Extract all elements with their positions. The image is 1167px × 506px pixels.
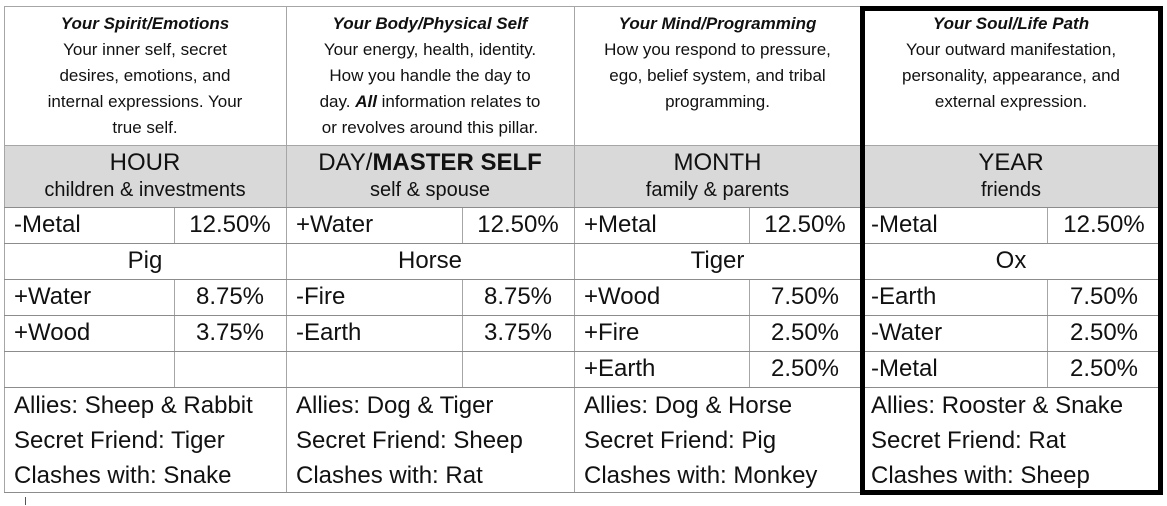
pillar-sub: family & parents xyxy=(645,179,790,201)
hidden-percent: 8.75% xyxy=(483,283,553,310)
stem-percent: 12.50% xyxy=(189,211,271,238)
clashes-text: Clashes with: Snake xyxy=(14,462,232,489)
spirit-header xyxy=(4,6,286,145)
grid-line xyxy=(4,243,1161,244)
header-line: desires, emotions, and xyxy=(59,66,231,85)
header-line-pre: day. xyxy=(319,92,356,111)
header-line: true self. xyxy=(112,118,178,137)
pillar-sub: self & spouse xyxy=(369,179,491,201)
hidden-element: -Metal xyxy=(871,355,938,382)
hidden-element xyxy=(4,351,174,387)
grid-line xyxy=(861,6,862,493)
animal-sign: Horse xyxy=(397,247,463,274)
hidden-element: -Water xyxy=(871,319,943,346)
grid-line xyxy=(749,207,750,243)
grid-line xyxy=(574,6,575,493)
header-line: external expression. xyxy=(934,92,1088,111)
hidden-percent: 3.75% xyxy=(195,319,265,346)
animal-sign: Ox xyxy=(995,247,1027,274)
pillar-hour xyxy=(4,145,286,207)
header-title: Your Body/Physical Self xyxy=(332,14,528,33)
pillar-name: MONTH xyxy=(673,149,762,176)
pillar-name-pre: DAY/ xyxy=(318,149,373,176)
header-line: How you respond to pressure, xyxy=(604,40,831,59)
grid-line xyxy=(1047,279,1048,387)
stem-element: -Metal xyxy=(871,211,938,238)
hidden-element: +Water xyxy=(14,283,92,310)
header-title: Your Spirit/Emotions xyxy=(60,14,230,33)
header-line: ego, belief system, and tribal xyxy=(609,66,826,85)
hidden-percent: 7.50% xyxy=(770,283,840,310)
grid-line xyxy=(4,6,5,493)
pillar-name-bold: MASTER SELF xyxy=(372,149,542,176)
allies-text: Allies: Sheep & Rabbit xyxy=(14,392,253,419)
hidden-percent: 2.50% xyxy=(1069,355,1139,382)
header-line xyxy=(286,89,574,115)
header-line: internal expressions. Your xyxy=(47,92,243,111)
relations-day xyxy=(286,387,574,493)
secret-friend-text: Secret Friend: Sheep xyxy=(296,427,523,454)
header-line: Your outward manifestation, xyxy=(905,40,1117,59)
grid-line xyxy=(4,6,1161,7)
header-title: Your Soul/Life Path xyxy=(932,14,1090,33)
allies-text: Allies: Dog & Tiger xyxy=(296,392,494,419)
hidden-percent: 8.75% xyxy=(195,283,265,310)
clashes-text: Clashes with: Monkey xyxy=(584,462,818,489)
secret-friend-text: Secret Friend: Tiger xyxy=(14,427,225,454)
stem-element: +Metal xyxy=(584,211,657,238)
grid-line xyxy=(4,387,1161,388)
grid-line xyxy=(4,279,1161,280)
hidden-element xyxy=(286,351,462,387)
grid-line xyxy=(462,279,463,387)
pillar-sub: children & investments xyxy=(44,179,246,201)
grid-line xyxy=(4,351,1161,352)
stem-percent: 12.50% xyxy=(764,211,846,238)
grid-line xyxy=(4,145,1161,146)
animal-sign: Pig xyxy=(127,247,163,274)
grid-line xyxy=(4,492,1161,493)
header-line: Your energy, health, identity. xyxy=(323,40,537,59)
pillar-year xyxy=(861,145,1161,207)
hidden-element: -Earth xyxy=(296,319,362,346)
hidden-percent: 2.50% xyxy=(770,319,840,346)
body-header xyxy=(286,6,574,145)
secret-friend-text: Secret Friend: Pig xyxy=(584,427,777,454)
secret-friend-text: Secret Friend: Rat xyxy=(871,427,1066,454)
header-line: or revolves around this pillar. xyxy=(321,118,539,137)
pillar-name xyxy=(286,148,574,178)
hidden-element: -Earth xyxy=(871,283,937,310)
clashes-text: Clashes with: Rat xyxy=(296,462,483,489)
grid-line xyxy=(4,207,1161,208)
hidden-percent: 2.50% xyxy=(1069,319,1139,346)
hidden-element: +Earth xyxy=(584,355,656,382)
stem-element: +Water xyxy=(296,211,374,238)
soul-header xyxy=(861,6,1161,145)
allies-text: Allies: Dog & Horse xyxy=(584,392,793,419)
hidden-percent: 7.50% xyxy=(1069,283,1139,310)
text-cursor-mark xyxy=(25,497,26,505)
hidden-percent xyxy=(462,351,574,387)
header-line: programming. xyxy=(665,92,770,111)
grid-line xyxy=(174,207,175,243)
pillar-sub: friends xyxy=(980,179,1042,201)
header-line-emphasis: All xyxy=(355,92,377,111)
header-line: personality, appearance, and xyxy=(901,66,1120,85)
relations-month xyxy=(574,387,861,493)
grid-line xyxy=(1160,6,1161,493)
grid-line xyxy=(462,207,463,243)
mind-header xyxy=(574,6,861,145)
grid-line xyxy=(1047,207,1048,243)
hidden-element: +Wood xyxy=(14,319,91,346)
header-line: Your inner self, secret xyxy=(63,40,227,59)
hidden-percent: 2.50% xyxy=(770,355,840,382)
relations-hour xyxy=(4,387,286,493)
grid-line xyxy=(286,6,287,493)
hidden-element: +Fire xyxy=(584,319,640,346)
header-line: How you handle the day to xyxy=(329,66,531,85)
hidden-percent: 3.75% xyxy=(483,319,553,346)
header-title: Your Mind/Programming xyxy=(618,14,817,33)
header-line-rest: information relates to xyxy=(376,92,541,111)
clashes-text: Clashes with: Sheep xyxy=(871,462,1090,489)
grid-line xyxy=(4,315,1161,316)
stem-percent: 12.50% xyxy=(1063,211,1145,238)
hidden-element: -Fire xyxy=(296,283,346,310)
four-pillars-table xyxy=(4,6,1161,493)
pillar-name: HOUR xyxy=(109,149,181,176)
grid-line xyxy=(749,279,750,387)
relations-year xyxy=(861,387,1161,493)
pillar-month xyxy=(574,145,861,207)
hidden-element: +Wood xyxy=(584,283,661,310)
pillar-name: YEAR xyxy=(978,149,1044,176)
hidden-percent xyxy=(174,351,286,387)
stem-percent: 12.50% xyxy=(477,211,559,238)
stem-element: -Metal xyxy=(14,211,81,238)
grid-line xyxy=(174,279,175,387)
animal-sign: Tiger xyxy=(690,247,745,274)
allies-text: Allies: Rooster & Snake xyxy=(871,392,1124,419)
pillar-day xyxy=(286,145,574,207)
